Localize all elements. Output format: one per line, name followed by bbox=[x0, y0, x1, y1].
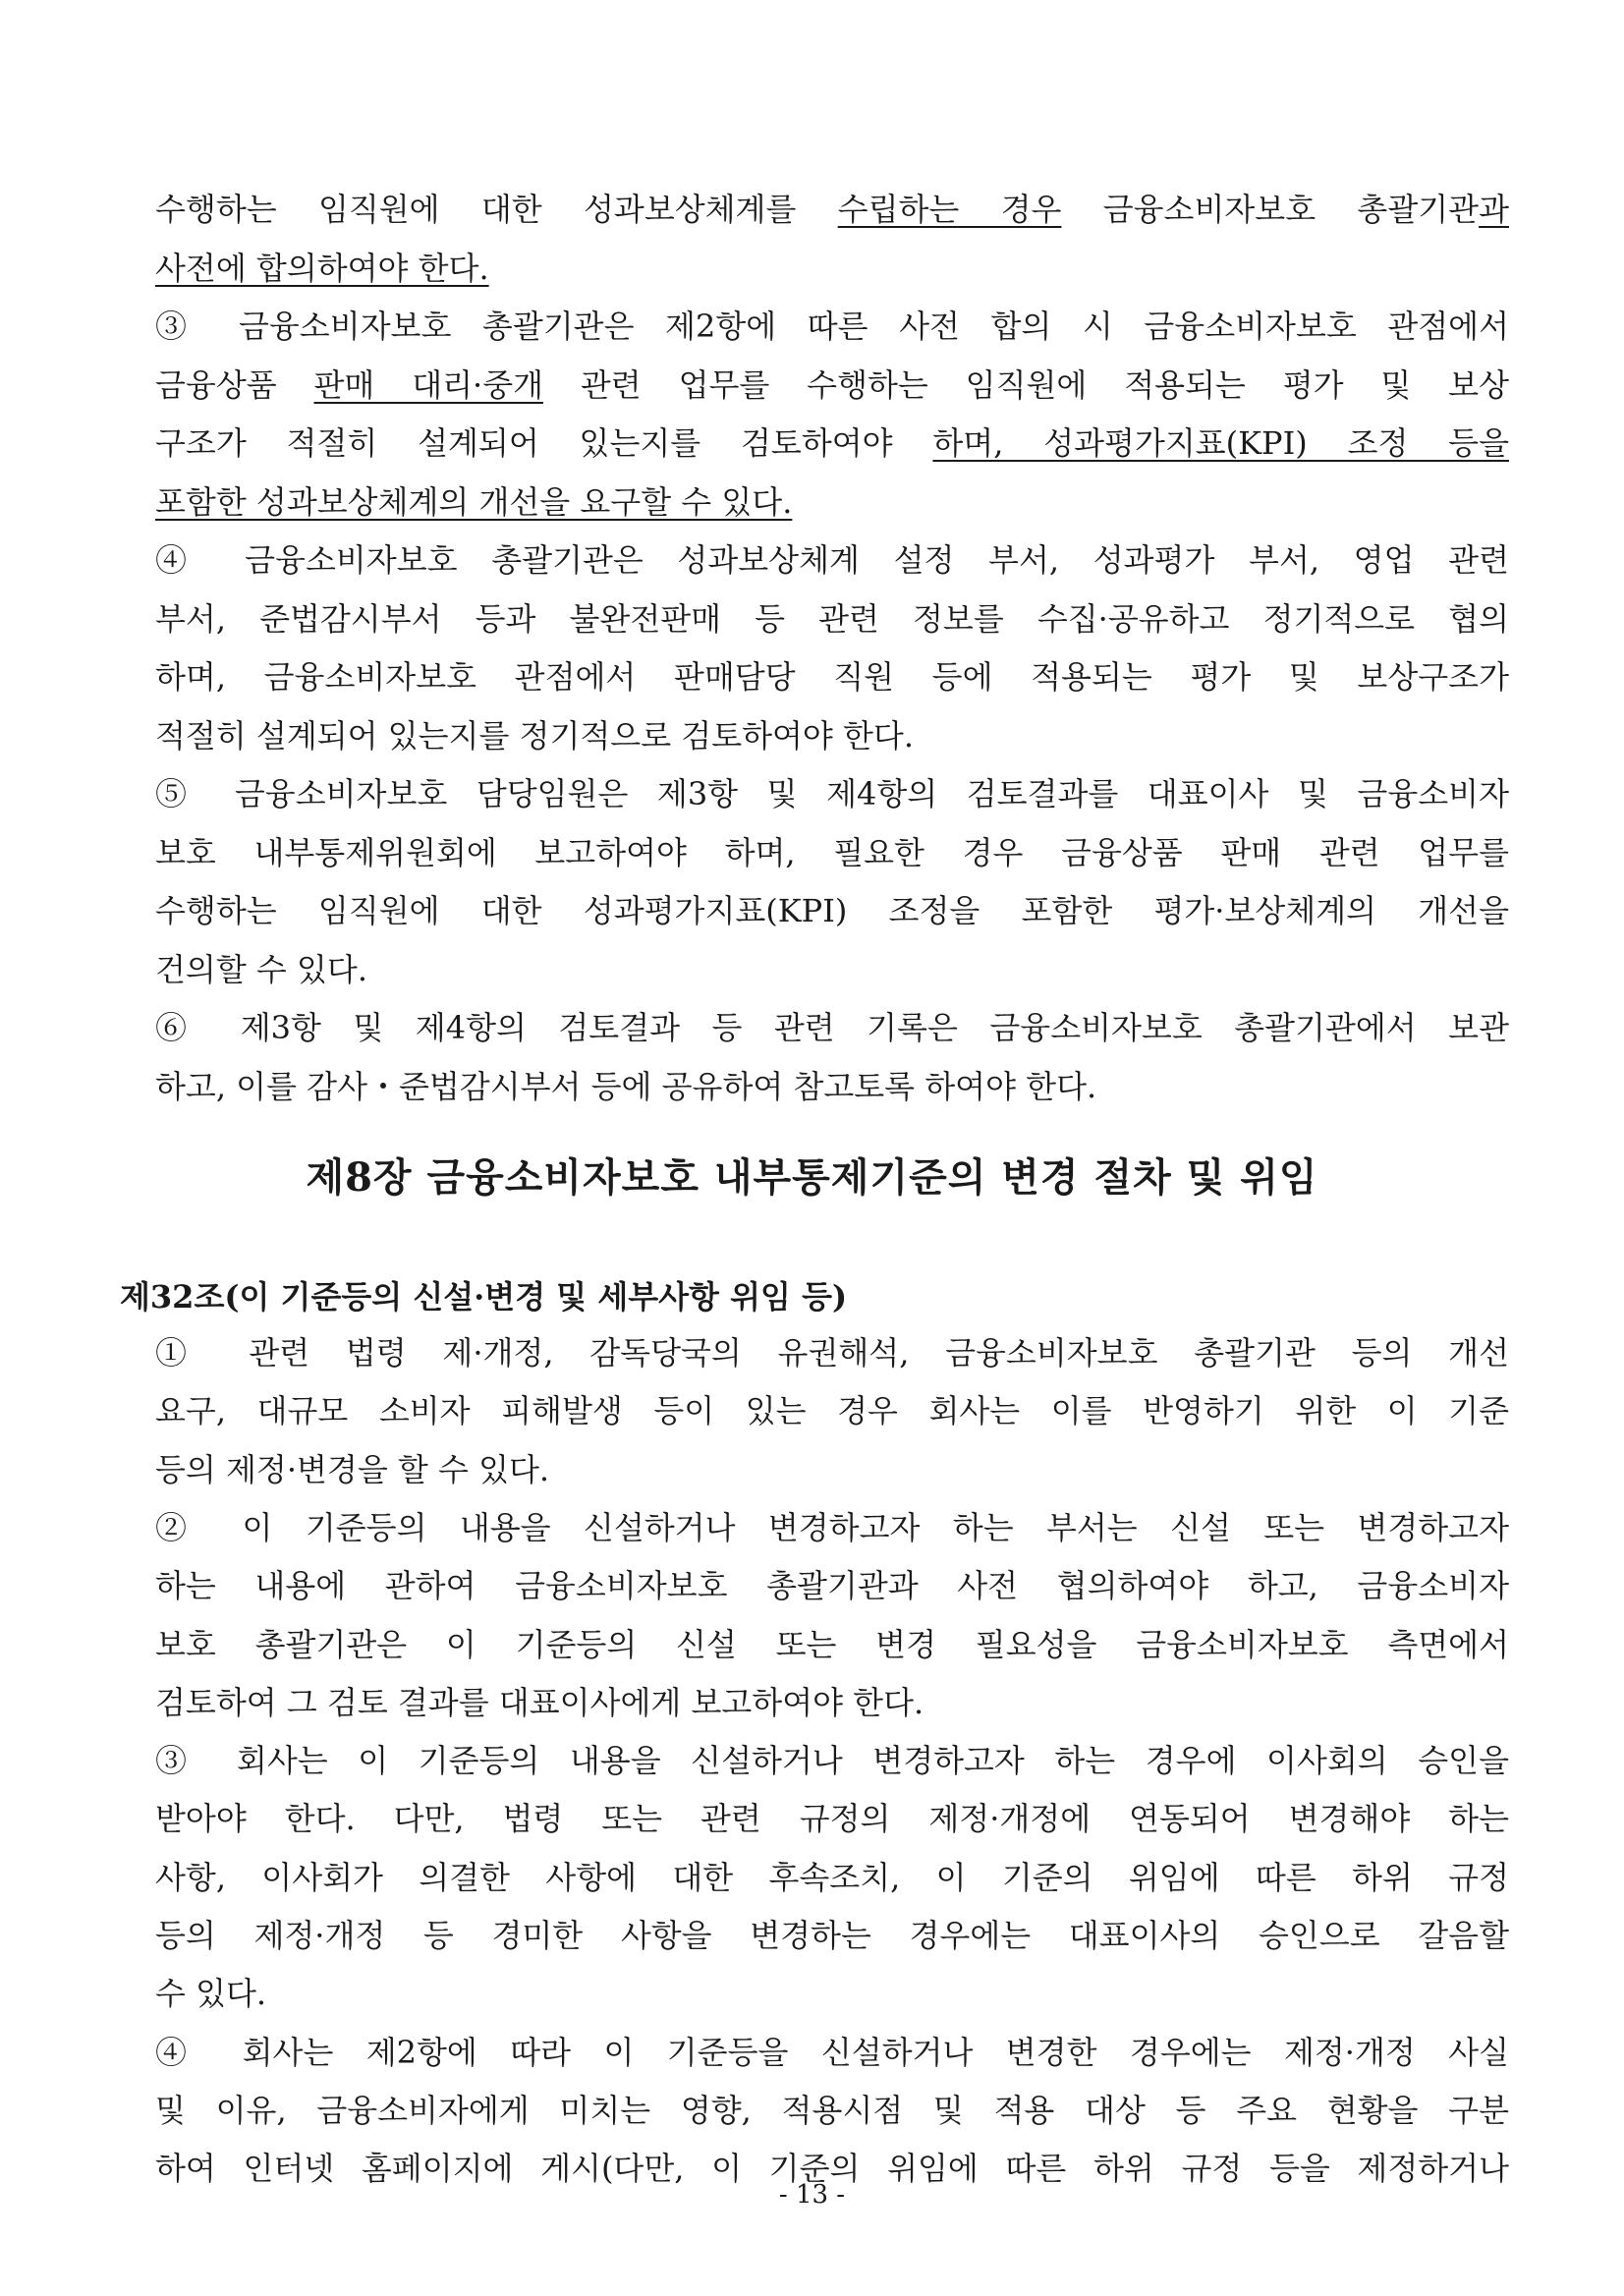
text-segment: 적절히 설계되어 있는지를 정기적으로 검토하여야 한다. bbox=[155, 716, 915, 755]
text-line bbox=[155, 599, 1509, 639]
text-segment: ③ 회사는 이 기준등의 내용을 신설하거나 변경하고자 하는 경우에 이사회의 승인을 bbox=[155, 1742, 1509, 1780]
text-line bbox=[155, 1625, 1509, 1664]
text-line bbox=[155, 1916, 1509, 1955]
text-line bbox=[155, 1508, 1509, 1547]
text-segment: 하여 인터넷 홈페이지에 게시(다만, 이 기준의 위임에 따른 하위 규정 등을 제정하거나 bbox=[155, 2150, 1509, 2188]
text-line bbox=[155, 1067, 1509, 1106]
text-segment: 및 이유, 금융소비자에게 미치는 영향, 적용시점 및 적용 대상 등 주요 현황을 구분 bbox=[155, 2091, 1509, 2129]
text-line bbox=[155, 2033, 1509, 2072]
text-segment: 하는 내용에 관하여 금융소비자보호 총괄기관과 사전 협의하여야 하고, 금융소비자 bbox=[155, 1567, 1509, 1605]
text-line bbox=[155, 950, 1509, 989]
text-segment: 받아야 한다. 다만, 법령 또는 관련 규정의 제정·개정에 연동되어 변경해야 하는 bbox=[155, 1800, 1509, 1838]
text-segment: ④ 금융소비자보호 총괄기관은 성과보상체계 설정 부서, 성과평가 부서, 영업 관련 bbox=[155, 541, 1509, 579]
text-segment: 수행하는 임직원에 대한 성과보상체계를 bbox=[155, 191, 838, 228]
text-line bbox=[155, 1450, 1509, 1489]
text-segment: 수행하는 임직원에 대한 성과평가지표(KPI) 조정을 포함한 평가·보상체계의 개선을 bbox=[155, 892, 1509, 929]
text-line bbox=[155, 1974, 1509, 2013]
page-number: - 13 - bbox=[778, 2180, 846, 2210]
text-line bbox=[155, 1333, 1509, 1372]
underlined-text: 포함한 성과보상체계의 개선을 요구할 수 있다. bbox=[155, 482, 793, 521]
text-line bbox=[155, 482, 1509, 522]
text-line bbox=[155, 1858, 1509, 1897]
text-line bbox=[155, 716, 1509, 756]
text-line bbox=[155, 2091, 1509, 2130]
article-title: 제32조(이 기준등의 신설·변경 및 세부사항 위임 등) bbox=[120, 1278, 848, 1316]
underlined-text: 판매 대리·중개 bbox=[313, 365, 544, 404]
text-line bbox=[155, 249, 1509, 288]
text-segment: 보호 내부통제위원회에 보고하여야 하며, 필요한 경우 금융상품 판매 관련 업무를 bbox=[155, 833, 1509, 871]
text-line bbox=[155, 540, 1509, 580]
chapter-title: 제8장 금융소비자보호 내부통제기준의 변경 절차 및 위임 bbox=[306, 1154, 1318, 1201]
underlined-text: 사전에 합의하여야 한다. bbox=[155, 249, 489, 287]
text-line bbox=[155, 1799, 1509, 1838]
underlined-text: 하며, 성과평가지표(KPI) 조정 등을 bbox=[932, 424, 1509, 462]
text-line bbox=[155, 774, 1509, 813]
text-line bbox=[155, 1741, 1509, 1780]
text-line bbox=[155, 423, 1509, 463]
text-segment: 등의 제정·개정 등 경미한 사항을 변경하는 경우에는 대표이사의 승인으로 갈음할 bbox=[155, 1917, 1509, 1954]
text-segment: ⑤ 금융소비자보호 담당임원은 제3항 및 제4항의 검토결과를 대표이사 및 금융소비자 bbox=[155, 775, 1509, 812]
text-segment: 금융소비자보호 총괄기관 bbox=[1061, 191, 1480, 228]
text-line bbox=[155, 1566, 1509, 1605]
text-segment: ② 이 기준등의 내용을 신설하거나 변경하고자 하는 부서는 신설 또는 변경하고자 bbox=[155, 1508, 1509, 1546]
text-segment: ③ 금융소비자보호 총괄기관은 제2항에 따른 사전 합의 시 금융소비자보호 관점에서 bbox=[155, 308, 1509, 345]
text-segment: 하고, 이를 감사・준법감시부서 등에 공유하여 참고토록 하여야 한다. bbox=[155, 1067, 1097, 1105]
text-segment: 금융상품 bbox=[155, 365, 314, 404]
text-segment: ① 관련 법령 제·개정, 감독당국의 유권해석, 금융소비자보호 총괄기관 등의 개선 bbox=[155, 1334, 1509, 1372]
text-segment: 수 있다. bbox=[155, 1975, 267, 2013]
text-segment: ④ 회사는 제2항에 따라 이 기준등을 신설하거나 변경한 경우에는 제정·개정 사실 bbox=[155, 2033, 1509, 2071]
text-line bbox=[155, 1008, 1509, 1047]
text-line bbox=[155, 307, 1509, 346]
text-line bbox=[155, 891, 1509, 930]
text-segment: 관련 업무를 수행하는 임직원에 적용되는 평가 및 보상 bbox=[543, 365, 1509, 404]
text-line bbox=[155, 365, 1509, 405]
text-segment: 검토하여 그 검토 결과를 대표이사에게 보고하여야 한다. bbox=[155, 1683, 924, 1721]
text-line bbox=[155, 1683, 1509, 1722]
text-line bbox=[155, 657, 1509, 697]
text-segment: 구조가 적절히 설계되어 있는지를 검토하여야 bbox=[155, 424, 933, 462]
text-line bbox=[155, 1391, 1509, 1430]
text-segment: 하며, 금융소비자보호 관점에서 판매담당 직원 등에 적용되는 평가 및 보상구조가 bbox=[155, 658, 1509, 696]
text-line bbox=[155, 833, 1509, 872]
text-segment: 건의할 수 있다. bbox=[155, 950, 367, 988]
text-segment: 부서, 준법감시부서 등과 불완전판매 등 관련 정보를 수집·공유하고 정기적으로 협의 bbox=[155, 599, 1509, 638]
text-line bbox=[155, 190, 1509, 229]
text-segment: 사항, 이사회가 의결한 사항에 대한 후속조치, 이 기준의 위임에 따른 하위 규정 bbox=[155, 1858, 1509, 1896]
underlined-text: 수립하는 경우 bbox=[837, 191, 1062, 228]
text-segment: 보호 총괄기관은 이 기준등의 신설 또는 변경 필요성을 금융소비자보호 측면에서 bbox=[155, 1625, 1509, 1663]
text-segment: ⑥ 제3항 및 제4항의 검토결과 등 관련 기록은 금융소비자보호 총괄기관에서 보관 bbox=[155, 1009, 1509, 1046]
text-segment: 등의 제정·변경을 할 수 있다. bbox=[155, 1450, 550, 1488]
underlined-text: 과 bbox=[1479, 191, 1509, 228]
text-segment: 요구, 대규모 소비자 피해발생 등이 있는 경우 회사는 이를 반영하기 위한 이 기준 bbox=[155, 1392, 1509, 1430]
